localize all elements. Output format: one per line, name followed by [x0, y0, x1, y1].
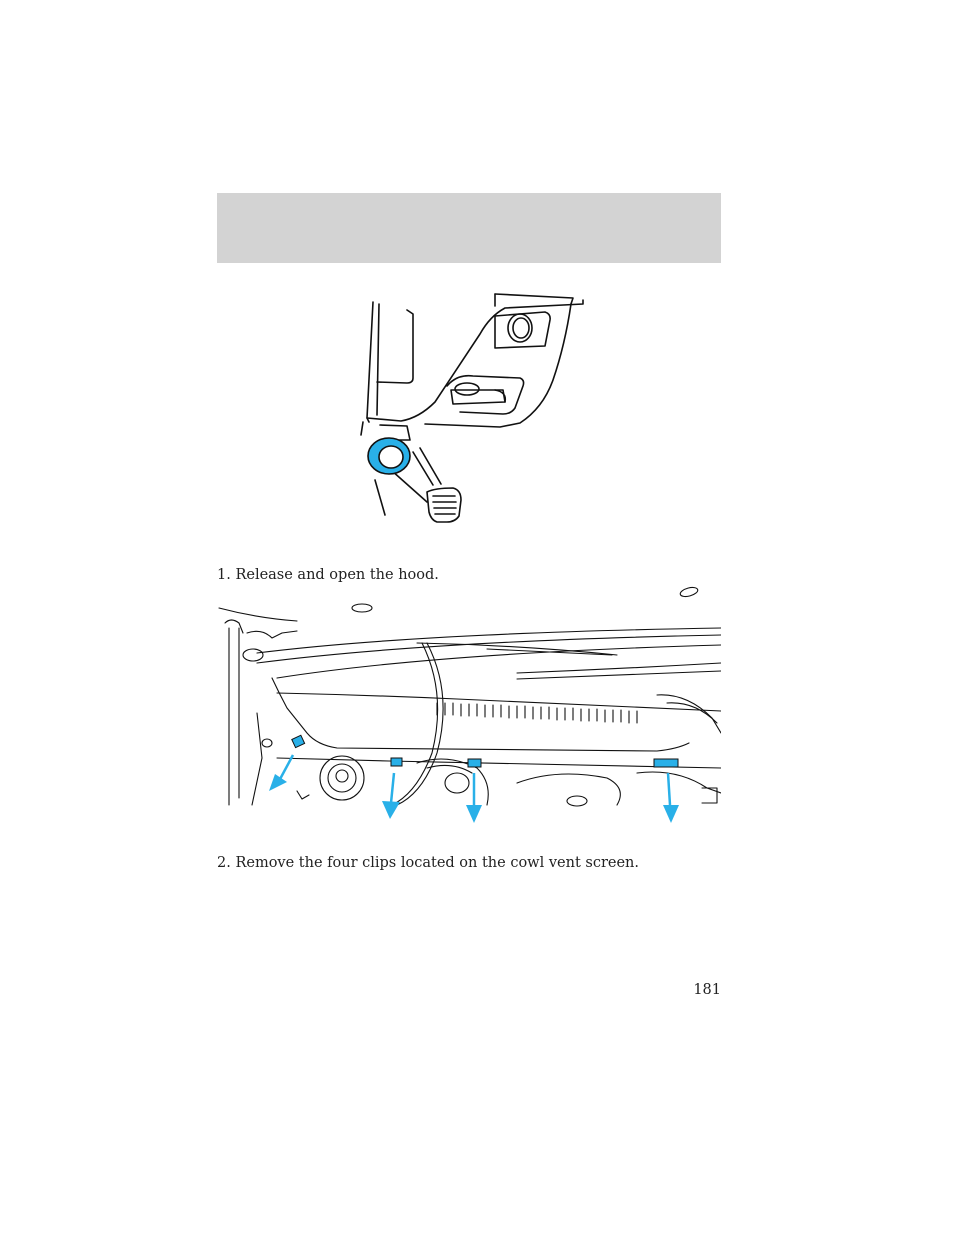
page-number: 181 [693, 982, 721, 998]
clip-2 [391, 758, 402, 766]
hood-release-illustration [355, 290, 590, 525]
clip-3 [468, 759, 481, 767]
step-2-caption: 2. Remove the four clips located on the cowl vent screen. [217, 854, 639, 871]
cowl-vent-illustration [217, 583, 721, 823]
step-1-caption: 1. Release and open the hood. [217, 566, 439, 583]
section-header-band [217, 193, 721, 263]
clip-1 [292, 735, 305, 747]
clip-4 [654, 759, 678, 767]
